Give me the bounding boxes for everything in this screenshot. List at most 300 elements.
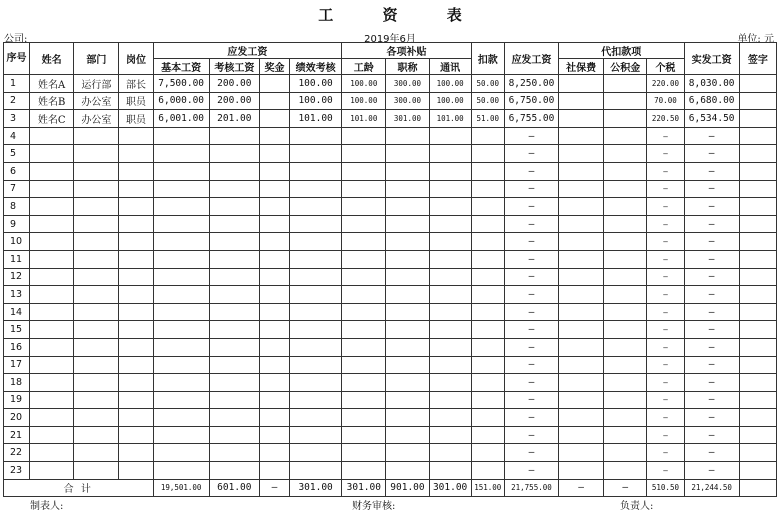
- header-position: 岗位: [119, 43, 153, 75]
- row-title: [386, 250, 429, 268]
- row-perf: [290, 198, 342, 216]
- row-net: –: [684, 250, 739, 268]
- table-row: [4, 233, 777, 251]
- row-dept: [74, 391, 119, 409]
- row-net: –: [684, 426, 739, 444]
- row-bonus: [259, 215, 289, 233]
- row-base: [153, 215, 209, 233]
- row-deduct: [471, 127, 504, 145]
- row-perf: [290, 391, 342, 409]
- row-title: [386, 426, 429, 444]
- row-tax: –: [647, 338, 684, 356]
- row-social: [559, 92, 604, 110]
- row-sign: [739, 462, 776, 480]
- total-assess: 601.00: [209, 479, 259, 497]
- row-deduct: [471, 391, 504, 409]
- row-position: [119, 286, 153, 304]
- row-social: [559, 444, 604, 462]
- row-comm: [429, 233, 471, 251]
- table-row: [4, 321, 777, 339]
- total-base: 19,501.00: [153, 479, 209, 497]
- row-perf: [290, 409, 342, 427]
- row-net: –: [684, 391, 739, 409]
- row-bonus: [259, 162, 289, 180]
- row-name: [30, 268, 74, 286]
- row-gross: –: [504, 268, 558, 286]
- header-net: 实发工资: [684, 43, 739, 75]
- row-deduct: [471, 286, 504, 304]
- row-assess: [209, 321, 259, 339]
- row-net: –: [684, 268, 739, 286]
- header-base: 基本工资: [153, 59, 209, 75]
- row-gross: –: [504, 391, 558, 409]
- row-seq: 23: [4, 462, 30, 480]
- row-base: [153, 198, 209, 216]
- header-allowance-group: 各项补贴: [342, 43, 472, 59]
- row-fund: [604, 145, 647, 163]
- row-name: [30, 338, 74, 356]
- row-name: [30, 321, 74, 339]
- row-seniority: [342, 338, 386, 356]
- row-deduct: [471, 444, 504, 462]
- row-dept: [74, 127, 119, 145]
- row-base: [153, 391, 209, 409]
- table-row: [4, 75, 777, 93]
- row-tax: –: [647, 391, 684, 409]
- row-tax: –: [647, 180, 684, 198]
- row-deduct: [471, 303, 504, 321]
- header-deduct: 扣款: [471, 43, 504, 75]
- row-social: [559, 75, 604, 93]
- row-deduct: [471, 356, 504, 374]
- row-fund: [604, 356, 647, 374]
- row-deduct: 50.00: [471, 75, 504, 93]
- row-seniority: [342, 268, 386, 286]
- row-tax: –: [647, 426, 684, 444]
- row-fund: [604, 321, 647, 339]
- row-perf: [290, 462, 342, 480]
- row-base: [153, 303, 209, 321]
- row-gross: –: [504, 215, 558, 233]
- row-comm: [429, 162, 471, 180]
- row-seq: 7: [4, 180, 30, 198]
- table-row: [4, 110, 777, 128]
- row-deduct: [471, 321, 504, 339]
- row-gross: –: [504, 250, 558, 268]
- row-assess: [209, 127, 259, 145]
- row-name: [30, 127, 74, 145]
- row-title: [386, 198, 429, 216]
- row-comm: [429, 198, 471, 216]
- row-sign: [739, 110, 776, 128]
- row-seq: 15: [4, 321, 30, 339]
- row-fund: [604, 162, 647, 180]
- row-bonus: [259, 356, 289, 374]
- row-bonus: [259, 250, 289, 268]
- row-tax: –: [647, 268, 684, 286]
- row-social: [559, 303, 604, 321]
- row-social: [559, 145, 604, 163]
- row-assess: [209, 215, 259, 233]
- row-tax: –: [647, 162, 684, 180]
- table-row: [4, 92, 777, 110]
- row-dept: [74, 233, 119, 251]
- row-tax: 220.50: [647, 110, 684, 128]
- row-perf: [290, 338, 342, 356]
- row-title: [386, 409, 429, 427]
- row-seq: 10: [4, 233, 30, 251]
- row-seq: 1: [4, 75, 30, 93]
- row-sign: [739, 286, 776, 304]
- row-perf: 101.00: [290, 110, 342, 128]
- row-dept: [74, 338, 119, 356]
- row-social: [559, 462, 604, 480]
- row-title: [386, 180, 429, 198]
- row-sign: [739, 233, 776, 251]
- row-title: 300.00: [386, 92, 429, 110]
- total-fund: –: [604, 479, 647, 497]
- row-assess: [209, 444, 259, 462]
- row-assess: [209, 250, 259, 268]
- row-social: [559, 250, 604, 268]
- row-gross: 8,250.00: [504, 75, 558, 93]
- row-seniority: [342, 374, 386, 392]
- row-deduct: [471, 233, 504, 251]
- row-dept: [74, 145, 119, 163]
- row-deduct: [471, 268, 504, 286]
- row-seniority: [342, 321, 386, 339]
- row-seq: 21: [4, 426, 30, 444]
- row-deduct: 51.00: [471, 110, 504, 128]
- header-seq: 序号: [4, 43, 30, 75]
- row-title: [386, 321, 429, 339]
- row-position: [119, 162, 153, 180]
- row-name: [30, 145, 74, 163]
- row-gross: –: [504, 162, 558, 180]
- row-assess: [209, 303, 259, 321]
- row-assess: [209, 233, 259, 251]
- row-fund: [604, 338, 647, 356]
- row-bonus: [259, 303, 289, 321]
- row-seq: 8: [4, 198, 30, 216]
- row-dept: [74, 374, 119, 392]
- row-name: [30, 409, 74, 427]
- row-title: [386, 374, 429, 392]
- row-dept: 运行部: [74, 75, 119, 93]
- row-social: [559, 198, 604, 216]
- row-comm: 100.00: [429, 92, 471, 110]
- row-name: [30, 462, 74, 480]
- row-sign: [739, 250, 776, 268]
- row-net: –: [684, 233, 739, 251]
- row-gross: –: [504, 198, 558, 216]
- row-title: [386, 444, 429, 462]
- row-base: [153, 356, 209, 374]
- row-sign: [739, 409, 776, 427]
- row-assess: [209, 356, 259, 374]
- row-dept: [74, 303, 119, 321]
- header-bonus: 奖金: [259, 59, 289, 75]
- row-bonus: [259, 321, 289, 339]
- row-gross: –: [504, 303, 558, 321]
- row-bonus: [259, 391, 289, 409]
- row-deduct: [471, 409, 504, 427]
- total-social: –: [559, 479, 604, 497]
- row-seniority: [342, 286, 386, 304]
- row-perf: [290, 215, 342, 233]
- row-dept: [74, 215, 119, 233]
- header-tax: 个税: [647, 59, 684, 75]
- row-bonus: [259, 145, 289, 163]
- row-deduct: [471, 180, 504, 198]
- row-assess: [209, 391, 259, 409]
- row-base: [153, 250, 209, 268]
- row-gross: –: [504, 409, 558, 427]
- row-seq: 14: [4, 303, 30, 321]
- row-base: [153, 426, 209, 444]
- row-comm: [429, 215, 471, 233]
- row-seq: 5: [4, 145, 30, 163]
- row-title: [386, 356, 429, 374]
- row-bonus: [259, 75, 289, 93]
- row-sign: [739, 92, 776, 110]
- row-bonus: [259, 444, 289, 462]
- table-row: [4, 215, 777, 233]
- row-base: [153, 233, 209, 251]
- totals-label: 合 计: [4, 479, 154, 497]
- row-base: 6,001.00: [153, 110, 209, 128]
- row-dept: [74, 268, 119, 286]
- row-position: [119, 233, 153, 251]
- header-perf: 绩效考核: [290, 59, 342, 75]
- row-seniority: [342, 127, 386, 145]
- row-comm: [429, 374, 471, 392]
- row-position: [119, 250, 153, 268]
- row-name: 姓名C: [30, 110, 74, 128]
- row-seq: 16: [4, 338, 30, 356]
- row-assess: [209, 426, 259, 444]
- row-deduct: [471, 374, 504, 392]
- row-comm: [429, 303, 471, 321]
- responsible-label: 负责人:: [620, 501, 654, 512]
- row-fund: [604, 409, 647, 427]
- row-name: [30, 180, 74, 198]
- row-tax: –: [647, 198, 684, 216]
- row-base: [153, 162, 209, 180]
- row-position: [119, 198, 153, 216]
- row-position: [119, 338, 153, 356]
- row-position: [119, 180, 153, 198]
- row-base: 7,500.00: [153, 75, 209, 93]
- row-perf: [290, 145, 342, 163]
- row-assess: [209, 409, 259, 427]
- row-base: [153, 444, 209, 462]
- row-deduct: [471, 250, 504, 268]
- row-name: [30, 444, 74, 462]
- row-fund: [604, 215, 647, 233]
- row-bonus: [259, 110, 289, 128]
- row-dept: [74, 426, 119, 444]
- row-deduct: [471, 215, 504, 233]
- row-dept: 办公室: [74, 92, 119, 110]
- row-comm: 100.00: [429, 75, 471, 93]
- row-position: [119, 391, 153, 409]
- header-comm: 通讯: [429, 59, 471, 75]
- row-dept: [74, 286, 119, 304]
- row-sign: [739, 75, 776, 93]
- total-net: 21,244.50: [684, 479, 739, 497]
- row-seniority: [342, 356, 386, 374]
- row-assess: [209, 374, 259, 392]
- row-title: [386, 286, 429, 304]
- row-sign: [739, 426, 776, 444]
- row-social: [559, 426, 604, 444]
- row-social: [559, 286, 604, 304]
- row-gross: –: [504, 444, 558, 462]
- row-position: [119, 462, 153, 480]
- row-name: [30, 198, 74, 216]
- row-bonus: [259, 198, 289, 216]
- row-name: [30, 356, 74, 374]
- row-perf: [290, 286, 342, 304]
- row-comm: [429, 145, 471, 163]
- header-title: 职称: [386, 59, 429, 75]
- row-seq: 12: [4, 268, 30, 286]
- row-perf: [290, 180, 342, 198]
- row-seniority: [342, 409, 386, 427]
- row-comm: [429, 180, 471, 198]
- table-row: [4, 198, 777, 216]
- row-perf: [290, 321, 342, 339]
- row-fund: [604, 268, 647, 286]
- row-comm: [429, 127, 471, 145]
- row-seniority: [342, 233, 386, 251]
- row-net: –: [684, 180, 739, 198]
- row-bonus: [259, 374, 289, 392]
- table-row: [4, 180, 777, 198]
- row-dept: [74, 356, 119, 374]
- total-comm: 301.00: [429, 479, 471, 497]
- table-row: [4, 145, 777, 163]
- row-title: [386, 462, 429, 480]
- row-seniority: [342, 180, 386, 198]
- row-seniority: [342, 391, 386, 409]
- row-sign: [739, 268, 776, 286]
- row-perf: [290, 127, 342, 145]
- row-tax: –: [647, 356, 684, 374]
- row-sign: [739, 356, 776, 374]
- row-assess: [209, 145, 259, 163]
- row-tax: –: [647, 215, 684, 233]
- row-seq: 11: [4, 250, 30, 268]
- row-social: [559, 162, 604, 180]
- row-fund: [604, 180, 647, 198]
- row-social: [559, 321, 604, 339]
- row-position: [119, 303, 153, 321]
- row-seniority: 100.00: [342, 92, 386, 110]
- row-comm: 101.00: [429, 110, 471, 128]
- row-bonus: [259, 127, 289, 145]
- row-name: [30, 286, 74, 304]
- row-sign: [739, 321, 776, 339]
- row-seniority: [342, 426, 386, 444]
- row-net: 6,680.00: [684, 92, 739, 110]
- row-title: [386, 338, 429, 356]
- row-deduct: [471, 145, 504, 163]
- row-position: 部长: [119, 75, 153, 93]
- row-seq: 20: [4, 409, 30, 427]
- row-gross: –: [504, 321, 558, 339]
- row-comm: [429, 444, 471, 462]
- row-net: –: [684, 356, 739, 374]
- row-social: [559, 374, 604, 392]
- row-comm: [429, 356, 471, 374]
- row-base: [153, 127, 209, 145]
- row-social: [559, 233, 604, 251]
- row-deduct: [471, 426, 504, 444]
- row-tax: –: [647, 250, 684, 268]
- row-name: [30, 426, 74, 444]
- row-seq: 9: [4, 215, 30, 233]
- header-dept: 部门: [74, 43, 119, 75]
- row-net: –: [684, 215, 739, 233]
- row-comm: [429, 426, 471, 444]
- row-deduct: [471, 162, 504, 180]
- total-tax: 510.50: [647, 479, 684, 497]
- row-social: [559, 215, 604, 233]
- period-label: 2019年6月: [364, 34, 416, 45]
- header-payable-group: 应发工资: [153, 43, 342, 59]
- row-perf: [290, 303, 342, 321]
- row-seniority: 100.00: [342, 75, 386, 93]
- row-base: 6,000.00: [153, 92, 209, 110]
- total-bonus: –: [259, 479, 289, 497]
- header-assess: 考核工资: [209, 59, 259, 75]
- row-comm: [429, 250, 471, 268]
- row-name: [30, 374, 74, 392]
- row-perf: [290, 444, 342, 462]
- row-deduct: [471, 198, 504, 216]
- row-bonus: [259, 180, 289, 198]
- preparer-label: 制表人:: [30, 501, 64, 512]
- row-sign: [739, 215, 776, 233]
- row-bonus: [259, 233, 289, 251]
- row-seniority: [342, 444, 386, 462]
- row-social: [559, 110, 604, 128]
- row-fund: [604, 374, 647, 392]
- row-fund: [604, 303, 647, 321]
- row-bonus: [259, 286, 289, 304]
- row-base: [153, 409, 209, 427]
- row-position: [119, 215, 153, 233]
- row-social: [559, 180, 604, 198]
- table-row: [4, 303, 777, 321]
- row-seniority: [342, 462, 386, 480]
- row-bonus: [259, 268, 289, 286]
- row-fund: [604, 110, 647, 128]
- header-name: 姓名: [30, 43, 74, 75]
- row-base: [153, 321, 209, 339]
- row-social: [559, 338, 604, 356]
- row-gross: –: [504, 145, 558, 163]
- row-seq: 4: [4, 127, 30, 145]
- row-bonus: [259, 338, 289, 356]
- row-dept: 办公室: [74, 110, 119, 128]
- row-assess: 200.00: [209, 75, 259, 93]
- row-tax: –: [647, 286, 684, 304]
- row-name: [30, 250, 74, 268]
- row-fund: [604, 92, 647, 110]
